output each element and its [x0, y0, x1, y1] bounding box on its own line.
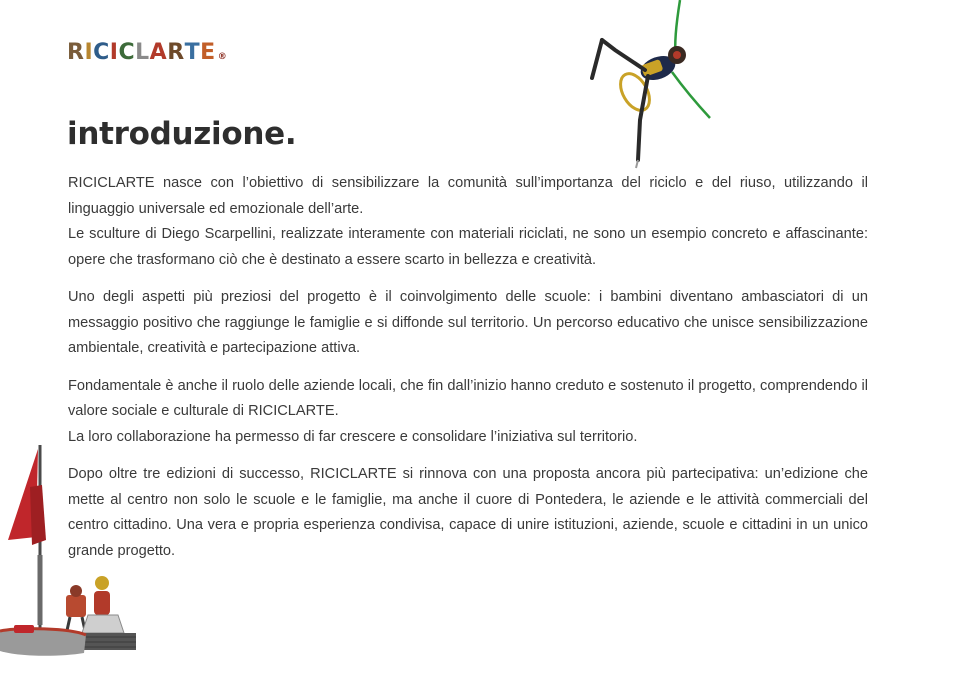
paragraph: La loro collaborazione ha permesso di far crescere e consolidare l’iniziativa sul territorio.	[68, 428, 638, 445]
page-title: introduzione.	[67, 116, 297, 152]
intro-text	[68, 171, 868, 576]
logo-letter: C	[118, 40, 136, 65]
paragraph: Fondamentale è anche il ruolo delle aziende locali, che fin dall’inizio hanno creduto e sostenuto il progetto, comprendendo il valore sociale e culturale di RICICLARTE.	[68, 377, 868, 419]
logo-letter: L	[135, 40, 150, 65]
hanging-robot-sculpture	[580, 0, 720, 175]
logo-letter: R	[167, 40, 185, 65]
riciclarte-logo	[67, 40, 227, 65]
paragraph: Le sculture di Diego Scarpellini, realizzate interamente con materiali riciclati, ne sono un esempio concreto e affascinante: opere che trasformano ciò che è destinato a essere scarto in bellezza e creatività.	[68, 226, 868, 268]
logo-letter: E	[200, 40, 216, 65]
logo-letter: C	[93, 40, 110, 65]
boat-robots-sculpture	[0, 445, 140, 660]
logo-letter: A	[149, 40, 168, 65]
registered-mark: ®	[217, 52, 228, 62]
paragraph: Dopo oltre tre edizioni di successo, RICICLARTE si rinnova con una proposta ancora più partecipativa: un’edizione che mette al centro non solo le scuole e le famiglie, ma anche il cuore di Pontedera, le aziende e le attività commerciali del centro cittadino. Una vera e propria esperienza condivisa, capace di unire istituzioni, aziende, scuole e cittadini in un unico grande progetto.	[68, 466, 868, 559]
logo-letter: R	[67, 40, 85, 65]
logo-letter: I	[109, 40, 119, 65]
logo-letter: T	[184, 40, 201, 65]
paragraph: RICICLARTE nasce con l’obiettivo di sensibilizzare la comunità sull’importanza del riciclo e del riuso, utilizzando il linguaggio universale ed emozionale dell’arte.	[68, 175, 868, 217]
logo-letter: I	[84, 40, 94, 65]
paragraph: Uno degli aspetti più preziosi del progetto è il coinvolgimento delle scuole: i bambini diventano ambasciatori di un messaggio positivo che raggiunge le famiglie e si diffonde sul territorio. Un percorso educativo che unisce sensibilizzazione ambientale, creatività e partecipazione attiva.	[68, 289, 868, 356]
